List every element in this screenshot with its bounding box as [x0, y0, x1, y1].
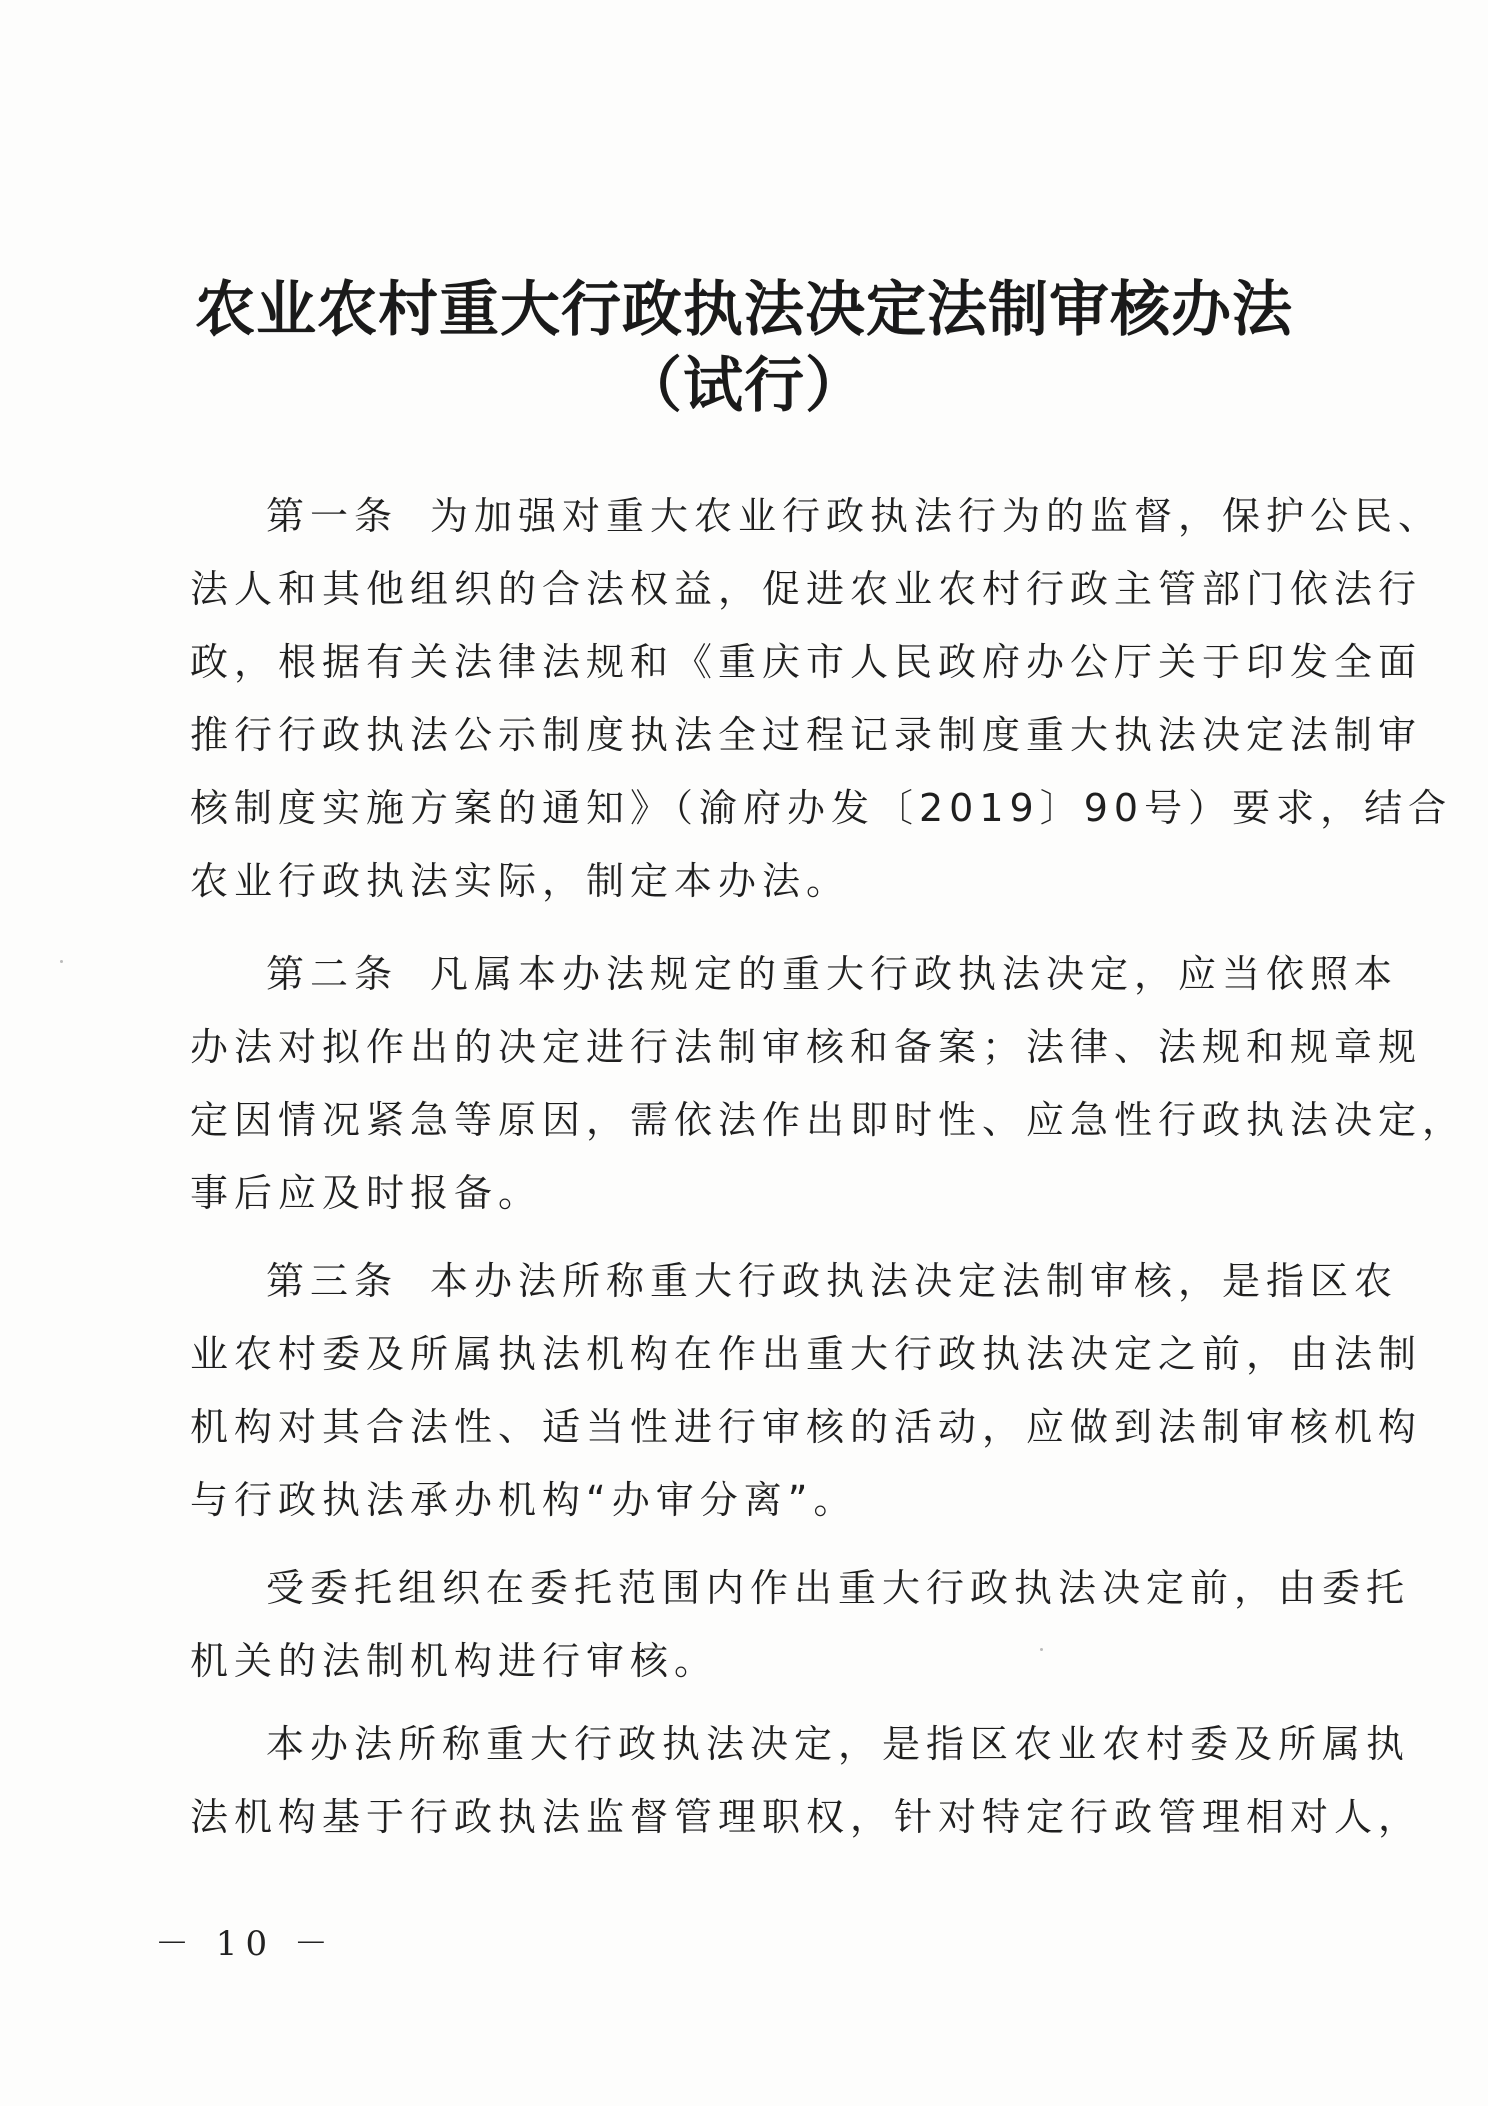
- article-1-line-2: 法人和其他组织的合法权益，促进农业农村行政主管部门依法行: [190, 567, 1423, 611]
- paragraph-definition-line-2: 法机构基于行政执法监督管理职权，针对特定行政管理相对人，: [190, 1795, 1423, 1839]
- article-3-label: 第三条: [266, 1259, 399, 1303]
- article-2-label: 第二条: [266, 952, 399, 996]
- article-2-line-3: 定因情况紧急等原因，需依法作出即时性、应急性行政执法决定，: [190, 1098, 1467, 1142]
- article-1-line-3: 政，根据有关法律法规和《重庆市人民政府办公厅关于印发全面: [190, 640, 1423, 684]
- scan-speck: [1040, 1648, 1043, 1651]
- article-3: [190, 1245, 1423, 1537]
- scan-speck: [60, 960, 63, 963]
- article-3-line-1: 第三条 本办法所称重大行政执法决定法制审核，是指区农: [266, 1259, 1399, 1303]
- article-2-line-2: 办法对拟作出的决定进行法制审核和备案；法律、法规和规章规: [190, 1025, 1423, 1069]
- article-3-line-4: 与行政执法承办机构“办审分离”。: [190, 1478, 858, 1522]
- paragraph-delegated: [190, 1552, 1411, 1698]
- document-subtitle: （试行）: [622, 351, 866, 421]
- paragraph-definition-line-1: 本办法所称重大行政执法决定，是指区农业农村委及所属执: [266, 1722, 1411, 1766]
- paragraph-delegated-line-1: 受委托组织在委托范围内作出重大行政执法决定前，由委托: [266, 1566, 1411, 1610]
- article-1-line-5: 核制度实施方案的通知》（渝府办发〔2019〕90号）要求，结合: [190, 786, 1453, 830]
- article-1: [190, 480, 1453, 918]
- article-2: [190, 938, 1467, 1230]
- paragraph-definition: [190, 1708, 1423, 1854]
- article-2-line-4: 事后应及时报备。: [190, 1171, 543, 1215]
- article-1-line-1: 第一条 为加强对重大农业行政执法行为的监督，保护公民、: [266, 494, 1443, 538]
- article-1-line-4: 推行行政执法公示制度执法全过程记录制度重大执法决定法制审: [190, 713, 1423, 757]
- article-1-line-6: 农业行政执法实际，制定本办法。: [190, 859, 851, 903]
- article-1-label: 第一条: [266, 494, 399, 538]
- article-3-line-3: 机构对其合法性、适当性进行审核的活动，应做到法制审核机构: [190, 1405, 1423, 1449]
- paragraph-delegated-line-2: 机关的法制机构进行审核。: [190, 1639, 719, 1683]
- page-number: － 10 －: [155, 1924, 336, 1964]
- document-title: 农业农村重大行政执法决定法制审核办法: [195, 275, 1293, 345]
- article-3-line-2: 业农村委及所属执法机构在作出重大行政执法决定之前，由法制: [190, 1332, 1423, 1376]
- article-2-line-1: 第二条 凡属本办法规定的重大行政执法决定，应当依照本: [266, 952, 1399, 996]
